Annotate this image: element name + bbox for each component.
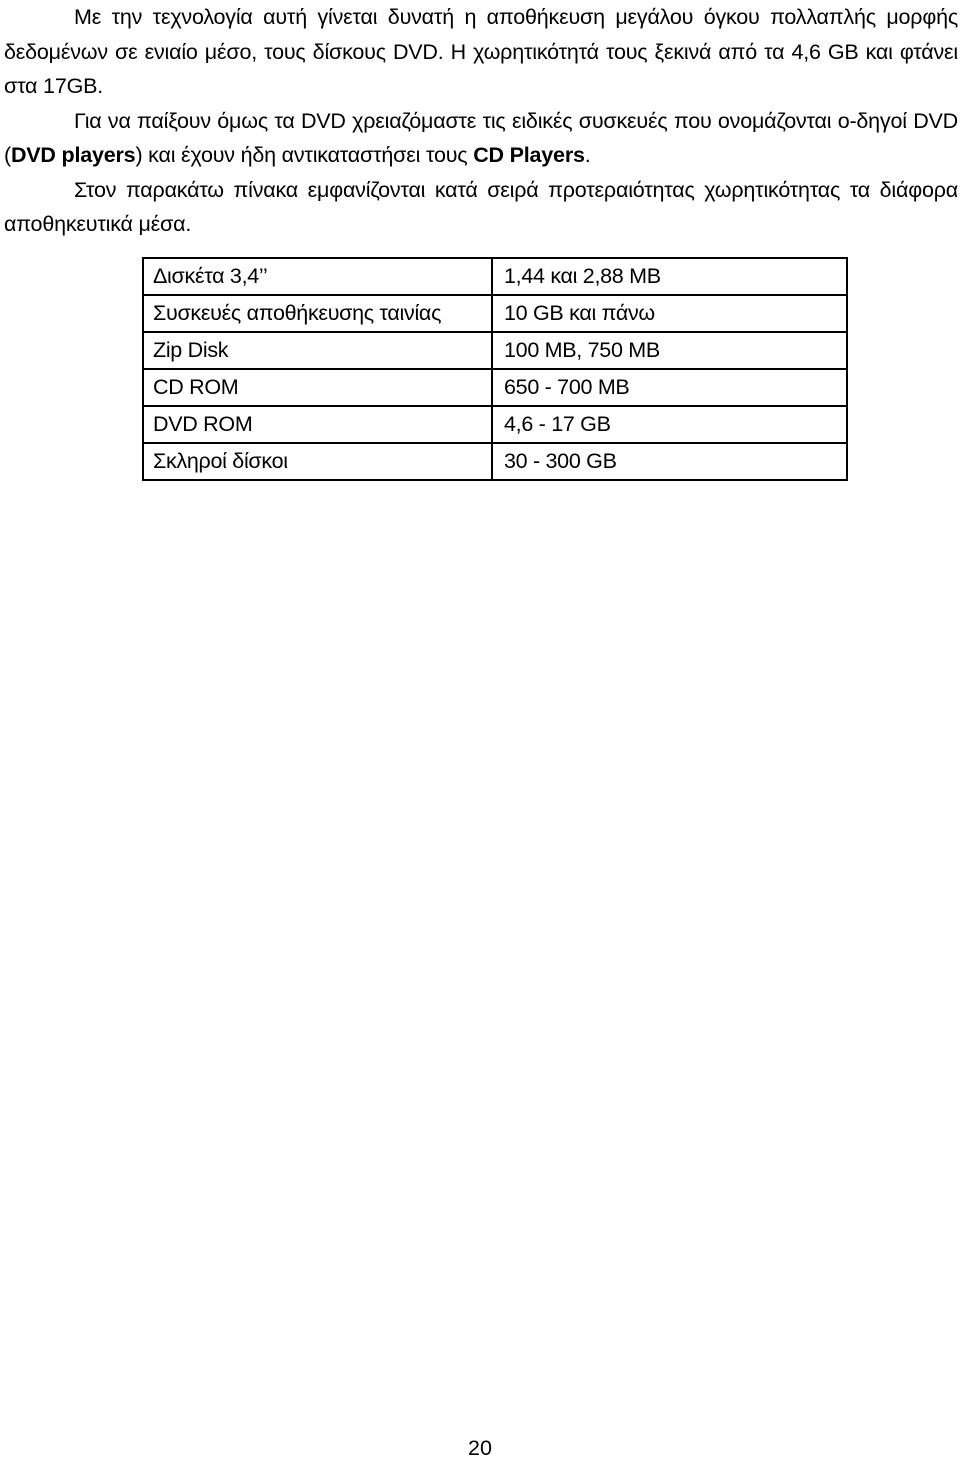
table-row bbox=[143, 295, 847, 332]
paragraph-dvd-players bbox=[4, 104, 958, 173]
medium-cell: CD ROM bbox=[143, 369, 492, 406]
medium-cell: Σκληροί δίσκοι bbox=[143, 443, 492, 480]
capacity-cell: 30 - 300 GB bbox=[492, 443, 847, 480]
bold-term-cd-players: CD Players bbox=[473, 143, 585, 167]
table-row bbox=[143, 369, 847, 406]
bold-term-dvd-players: DVD players bbox=[10, 143, 136, 167]
medium-cell: DVD ROM bbox=[143, 406, 492, 443]
storage-media-table bbox=[142, 257, 848, 481]
body-text bbox=[4, 0, 958, 242]
medium-cell: Συσκευές αποθήκευσης ταινίας bbox=[143, 295, 492, 332]
table-row bbox=[143, 443, 847, 480]
capacity-cell: 4,6 - 17 GB bbox=[492, 406, 847, 443]
capacity-cell: 100 MB, 750 MB bbox=[492, 332, 847, 369]
capacity-cell: 10 GB και πάνω bbox=[492, 295, 847, 332]
capacity-cell: 650 - 700 MB bbox=[492, 369, 847, 406]
paragraph-table-intro: Στον παρακάτω πίνακα εμφανίζονται κατά σειρά προτεραιότητας χωρητικότητας τα διάφορα αποθηκευτικά μέσα. bbox=[4, 177, 958, 236]
capacity-cell: 1,44 και 2,88 MB bbox=[492, 258, 847, 295]
paragraph-text: . bbox=[584, 143, 591, 167]
table-row bbox=[143, 332, 847, 369]
table-row bbox=[143, 406, 847, 443]
medium-cell: Zip Disk bbox=[143, 332, 492, 369]
paragraph-text: ) και έχουν ήδη αντικαταστήσει τους bbox=[135, 143, 474, 167]
paragraph-dvd-intro: Με την τεχνολογία αυτή γίνεται δυνατή η αποθήκευση μεγάλου όγκου πολλαπλής μορφής δεδομένων σε ενιαίο μέσο, τους δίσκους DVD. Η χωρητικότητά τους ξεκινά από τα 4,6 GB και φτάνει στα 17GB. bbox=[4, 5, 958, 98]
page-number: 20 bbox=[468, 1436, 492, 1460]
medium-cell: Δισκέτα 3,4’’ bbox=[143, 258, 492, 295]
table-row bbox=[143, 258, 847, 295]
paragraph-text: Για να παίξουν όμως τα DVD χρειαζόμαστε τις ειδικές συσκευές που ονομάζονται ο-δηγοί DVD ( bbox=[4, 108, 958, 167]
